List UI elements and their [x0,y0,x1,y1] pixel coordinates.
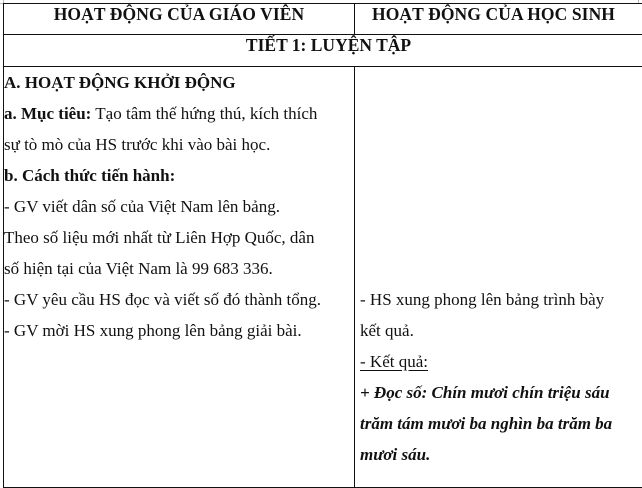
student-cell-spacer [360,67,642,284]
objective-line-1 [4,98,354,129]
result-label: - Kết quả: [360,352,428,371]
header-row [4,4,642,35]
lesson-plan-table [3,3,642,488]
header-teacher-activity: HOẠT ĐỘNG CỦA GIÁO VIÊN [4,4,355,35]
section-title: TIẾT 1: LUYỆN TẬP [4,35,642,67]
student-activity-cell [355,67,642,488]
teacher-step-1: - GV viết dân số của Việt Nam lên bảng. [4,191,354,222]
activity-heading: A. HOẠT ĐỘNG KHỞI ĐỘNG [4,67,354,98]
objective-label: a. Mục tiêu: [4,104,91,123]
objective-text: Tạo tâm thế hứng thú, kích thích [91,104,317,123]
student-step-line-2: kết quả. [360,315,642,346]
teacher-step-2: Theo số liệu mới nhất từ Liên Hợp Quốc, dân [4,222,354,253]
section-title-row [4,35,642,67]
teacher-step-4: - GV yêu cầu HS đọc và viết số đó thành tổng. [4,284,354,315]
student-step-line-1: - HS xung phong lên bảng trình bày [360,284,642,315]
header-student-activity: HOẠT ĐỘNG CỦA HỌC SINH [355,4,642,35]
teacher-step-5: - GV mời HS xung phong lên bảng giải bài. [4,315,354,346]
reading-line-2: trăm tám mươi ba nghìn ba trăm ba [360,408,642,439]
teacher-step-3: số hiện tại của Việt Nam là 99 683 336. [4,253,354,284]
result-label-line [360,346,642,377]
objective-line-2: sự tò mò của HS trước khi vào bài học. [4,129,354,160]
reading-line-1: + Đọc số: Chín mươi chín triệu sáu [360,377,642,408]
method-label: b. Cách thức tiến hành: [4,160,354,191]
content-row [4,67,642,488]
reading-line-3: mươi sáu. [360,439,642,470]
teacher-activity-cell [4,67,355,488]
